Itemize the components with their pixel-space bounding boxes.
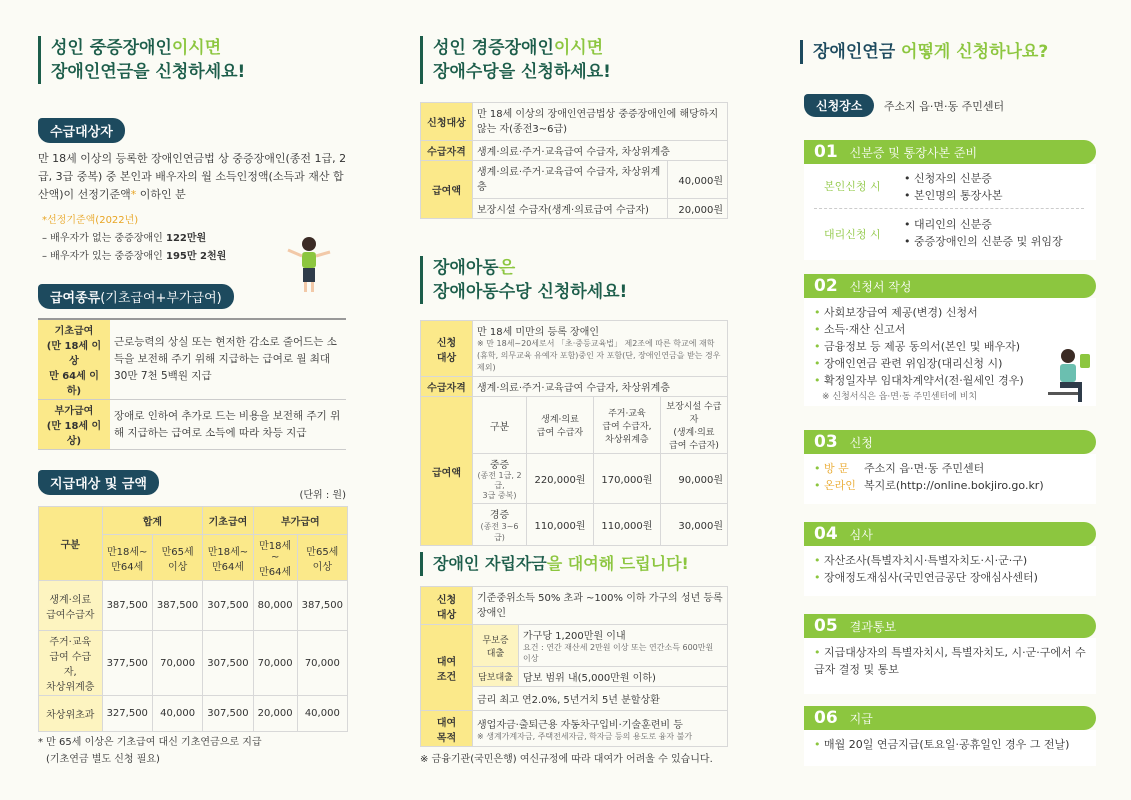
apply-place	[804, 94, 1004, 117]
cell: 생계·의료·주거·교육급여 수급자, 차상위계층	[473, 161, 668, 199]
recipients-heading: 수급대상자	[38, 118, 125, 143]
cell: 생계·의료·주거·교육급여 수급자, 차상위계층	[473, 377, 728, 397]
column-how-to-apply	[800, 0, 1100, 800]
title-line1a: 성인 경증장애인	[433, 38, 554, 58]
recipients-body	[38, 150, 350, 204]
table-row	[39, 581, 348, 631]
header-gubun: 구분	[39, 507, 103, 581]
criteria-line2-label: – 배우자가 있는 중증장애인	[42, 251, 166, 262]
table-row	[421, 141, 728, 161]
section-title	[38, 36, 338, 84]
severity: 경증	[489, 510, 510, 521]
cell: 327,500	[102, 696, 152, 732]
severity-note: (종전 3~6급)	[480, 522, 519, 542]
amount-footnote	[38, 734, 262, 768]
method-label: 방 문	[824, 462, 849, 475]
criteria-line1	[42, 230, 226, 248]
table-row	[421, 711, 728, 747]
step-header	[804, 522, 1096, 546]
section-title	[420, 36, 720, 84]
step-1	[804, 140, 1096, 260]
criteria-line2	[42, 248, 226, 266]
method-value: 주소지 읍·면·동 주민센터	[864, 462, 985, 475]
benefit-text: 장애로 인하여 추가로 드는 비용을 보전해 주기 위해 지급하는 급여로 소득에 따라 차등 지급	[110, 400, 346, 450]
step-title: 신청	[849, 436, 873, 450]
cell: 70,000	[253, 631, 297, 696]
cell: 보장시설 수급자(생계·의료급여 수급자)	[473, 199, 668, 219]
benefit-heading	[38, 284, 234, 309]
header: 보장시설 수급자 (생계·의료 급여 수급자)	[660, 397, 727, 454]
subheader: 만18세~ 만64세	[203, 535, 253, 581]
row-label: 급여액	[421, 161, 473, 219]
child-allowance-table	[420, 320, 728, 546]
step-number: 06	[814, 708, 838, 728]
method-label: 온라인	[824, 479, 856, 492]
cell: 307,500	[203, 696, 253, 732]
row-label: 신청 대상	[421, 587, 473, 625]
header-total: 합계	[102, 507, 203, 535]
cell	[473, 711, 728, 747]
benefit-table	[38, 318, 346, 450]
title-line1b: 이시면	[553, 38, 604, 58]
sub-label: 무보증 대출	[473, 625, 519, 667]
cell: 만 18세 이상의 장애인연금법상 중증장애인에 해당하지 않는 자(종전3~6급)	[473, 103, 728, 141]
cell: 307,500	[203, 581, 253, 631]
table-row	[421, 625, 728, 667]
header-add: 부가급여	[253, 507, 347, 535]
list-item: • 장애정도재심사(국민연금공단 장애심사센터)	[814, 569, 1086, 586]
list-item: • 신청자의 신분증	[904, 172, 992, 185]
step-title: 결과통보	[849, 620, 897, 634]
table-row	[39, 631, 348, 696]
loan-footnote: ※ 금융기관(국민은행) 여신규정에 따라 대여가 어려울 수 있습니다.	[420, 754, 713, 765]
criteria-line2-value: 195만 2천원	[165, 251, 227, 262]
table-row	[421, 161, 728, 199]
title-line5b: 을 대여해 드립니다!	[546, 554, 689, 573]
criteria-line1-value: 122만원	[165, 233, 207, 244]
cell: 110,000원	[527, 504, 594, 546]
step-card	[804, 730, 1096, 766]
table-row	[421, 587, 728, 625]
title-b: 어떻게 신청하나요?	[895, 42, 1049, 62]
place-label: 신청장소	[804, 94, 874, 117]
forms-note: ※ 신청서식은 읍·면·동 주민센터에 비치	[822, 392, 978, 402]
row-label: 대여 조건	[421, 625, 473, 711]
step-number: 05	[814, 616, 838, 636]
cell	[473, 504, 527, 546]
step-card	[804, 164, 1096, 260]
list-item: • 중증장애인의 신분증 및 위임장	[904, 235, 1063, 248]
list-item: • 금융정보 등 제공 동의서(본인 및 배우자)	[814, 338, 1086, 355]
cell: 387,500	[297, 581, 347, 631]
table-row	[421, 103, 728, 141]
amount-table	[38, 506, 348, 732]
title-line2: 장애수당을 신청하세요!	[433, 62, 611, 82]
self-apply-list	[904, 170, 1003, 204]
cell: 70,000	[152, 631, 202, 696]
table-row	[39, 696, 348, 732]
cell: 387,500	[102, 581, 152, 631]
cell: 110,000원	[593, 504, 660, 546]
step-number: 04	[814, 524, 838, 544]
row-label: 주거·교육 급여 수급자, 차상위계층	[39, 631, 103, 696]
footnote-line1: * 만 65세 이상은 기초급여 대신 기초연금으로 지급	[38, 737, 262, 748]
cell: 387,500	[152, 581, 202, 631]
row-label: 신청대상	[421, 103, 473, 141]
cell: 20,000	[253, 696, 297, 732]
cell: 220,000원	[527, 454, 594, 504]
loan-table	[420, 586, 728, 747]
list-item: • 확정일자부 임대차계약서(전·월세인 경우)	[814, 372, 1086, 389]
cell: 90,000원	[660, 454, 727, 504]
criteria-line1-label: – 배우자가 없는 중증장애인	[42, 233, 166, 244]
benefit-label: 부가급여 (만 18세 이상)	[38, 400, 110, 450]
man-illustration-icon	[1048, 348, 1092, 404]
list-item: • 자산조사(특별자치시·특별자치도·시·군·구)	[814, 552, 1086, 569]
title-line4: 장애아동수당 신청하세요!	[433, 282, 628, 302]
step-number: 03	[814, 432, 838, 452]
amount-heading: 지급대상 및 금액	[38, 470, 159, 495]
list-item: • 사회보장급여 제공(변경) 신청서	[814, 304, 1086, 321]
cell: 307,500	[203, 631, 253, 696]
table-row	[38, 319, 346, 400]
list-item: • 지급대상자의 특별자치시, 특별자치도, 시·군·구에서 수급자 결정 및 통보	[814, 644, 1086, 678]
list-item: • 소득·재산 신고서	[814, 321, 1086, 338]
title-line1b: 이시면	[171, 38, 222, 58]
list-item	[814, 460, 1086, 477]
cell	[519, 625, 728, 667]
criteria-note	[42, 212, 226, 266]
woman-illustration-icon	[286, 236, 332, 294]
section-title	[420, 256, 720, 304]
step-card	[804, 454, 1096, 504]
step-5	[804, 614, 1096, 694]
cell: 40,000원	[668, 161, 728, 199]
cell: 20,000원	[668, 199, 728, 219]
cell: 30,000원	[660, 504, 727, 546]
title-a: 장애인연금	[813, 42, 896, 62]
cell: 금리 최고 연2.0%, 5년거치 5년 분할상환	[473, 687, 728, 711]
step-header	[804, 430, 1096, 454]
cell	[473, 454, 527, 504]
step-card	[804, 638, 1096, 694]
allowance-table	[420, 102, 728, 219]
cell-text: 가구당 1,200만원 이내	[523, 631, 626, 642]
row-label: 수급자격	[421, 141, 473, 161]
cell: 기준중위소득 50% 초과 ~100% 이하 가구의 성년 등록장애인	[473, 587, 728, 625]
self-apply-label: 본인신청 시	[824, 180, 881, 193]
cell: 170,000원	[593, 454, 660, 504]
row-label: 차상위초과	[39, 696, 103, 732]
benefit-heading-main: 급여종류	[50, 291, 101, 306]
step-header	[804, 274, 1096, 298]
cell: 377,500	[102, 631, 152, 696]
list-item: • 본인명의 통장사본	[904, 189, 1003, 202]
cell-note: ※ 생계가계자금, 주택전세자금, 학자금 등의 용도로 융자 불가	[477, 731, 693, 741]
cell: 80,000	[253, 581, 297, 631]
step-header	[804, 140, 1096, 164]
step-number: 01	[814, 142, 838, 162]
header: 주거·교육 급여 수급자, 차상위계층	[593, 397, 660, 454]
column-allowance	[420, 0, 730, 800]
sub-label: 담보대출	[473, 667, 519, 687]
row-label: 신청 대상	[421, 321, 473, 377]
proxy-apply-list	[904, 216, 1063, 250]
table-row	[39, 507, 348, 535]
divider	[814, 208, 1084, 209]
title-line1a: 성인 중증장애인	[51, 38, 172, 58]
subheader: 만18세~ 만64세	[102, 535, 152, 581]
title-line5a: 장애인 자립자금	[433, 554, 547, 573]
severity-note: (종전 1급, 2급, 3급 중복)	[477, 471, 522, 500]
section-title	[800, 40, 1100, 64]
row-label: 대여 목적	[421, 711, 473, 747]
star-mark: *	[130, 188, 137, 201]
benefit-label: 기초급여 (만 18세 이상 만 64세 이하)	[38, 319, 110, 400]
header: 구분	[473, 397, 527, 454]
step-6	[804, 706, 1096, 766]
header-basic: 기초급여	[203, 507, 253, 535]
cell-note: 요건 : 연간 재산세 2만원 이상 또는 연간소득 600만원 이상	[523, 643, 714, 663]
place-value: 주소지 읍·면·동 주민센터	[883, 100, 1005, 113]
step-title: 신분증 및 통장사본 준비	[849, 146, 978, 160]
cell-text: 생업자금·출퇴근용 자동차구입비·기술훈련비 등	[477, 719, 683, 731]
step-card	[804, 298, 1096, 406]
step-card	[804, 546, 1096, 596]
section-title	[420, 552, 730, 576]
footnote-line2: (기초연금 별도 신청 필요)	[46, 754, 160, 765]
column-disability-pension	[38, 0, 350, 800]
list-item: • 매월 20일 연금지급(토요일·공휴일인 경우 그 전날)	[814, 736, 1086, 753]
step-header	[804, 614, 1096, 638]
criteria-note-title: *선정기준액(2022년)	[42, 215, 139, 226]
table-row	[421, 321, 728, 377]
title-line3a: 장애아동	[433, 258, 499, 278]
title-line3b: 은	[498, 258, 516, 278]
benefit-heading-sub: (기초급여+부가급여)	[100, 291, 222, 306]
recipients-text: 만 18세 이상의 등록한 장애인연금법 상 중증장애인(종전 1급, 2급, 3급 중복) 중 본인과 배우자의 월 소득인정액(소득과 재산 합산액)이 선정기준액	[38, 152, 347, 201]
target-text: 만 18세 미만의 등록 장애인	[477, 327, 600, 338]
table-row	[421, 377, 728, 397]
unit-label: (단위 : 원)	[299, 490, 346, 501]
step-number: 02	[814, 276, 838, 296]
subheader: 만18세~ 만64세	[253, 535, 297, 581]
subheader: 만65세 이상	[297, 535, 347, 581]
step-title: 신청서 작성	[849, 280, 912, 294]
cell: 생계·의료·주거·교육급여 수급자, 차상위계층	[473, 141, 728, 161]
list-item	[814, 477, 1086, 494]
table-row	[38, 400, 346, 450]
step-3	[804, 430, 1096, 504]
step-2	[804, 274, 1096, 406]
proxy-apply-label: 대리신청 시	[824, 228, 881, 241]
row-label: 수급자격	[421, 377, 473, 397]
row-label: 생계·의료 급여수급자	[39, 581, 103, 631]
title-line2: 장애인연금을 신청하세요!	[51, 62, 246, 82]
step-title: 심사	[849, 528, 873, 542]
cell: 담보 범위 내(5,000만원 이하)	[519, 667, 728, 687]
cell: 40,000	[152, 696, 202, 732]
list-item: • 장애인연금 관련 위임장(대리신청 시)	[814, 355, 1086, 372]
header: 생계·의료 급여 수급자	[527, 397, 594, 454]
step-header	[804, 706, 1096, 730]
cell	[473, 321, 728, 377]
row-label: 급여액	[421, 397, 473, 546]
recipients-tail: 이하인 분	[136, 188, 186, 201]
method-value: 복지로(http://online.bokjiro.go.kr)	[864, 479, 1044, 492]
subheader: 만65세 이상	[152, 535, 202, 581]
benefit-text: 근로능력의 상실 또는 현저한 감소로 줄어드는 소득을 보전해 주기 위해 지급하는 급여로 월 최대 30만 7천 5백원 지급	[110, 319, 346, 400]
list-item: • 대리인의 신분증	[904, 218, 992, 231]
step-title: 지급	[849, 712, 873, 726]
severity: 중증	[489, 460, 510, 471]
table-row	[421, 397, 728, 454]
target-note: ※ 만 18세~20세로서 「초·중등교육법」 제2조에 따른 학교에 재학(휴학, 의무교육 유예자 포함)중인 자 포함(단, 장애인연금을 받는 경우 제외)	[477, 339, 721, 372]
cell: 40,000	[297, 696, 347, 732]
cell: 70,000	[297, 631, 347, 696]
step-4	[804, 522, 1096, 596]
